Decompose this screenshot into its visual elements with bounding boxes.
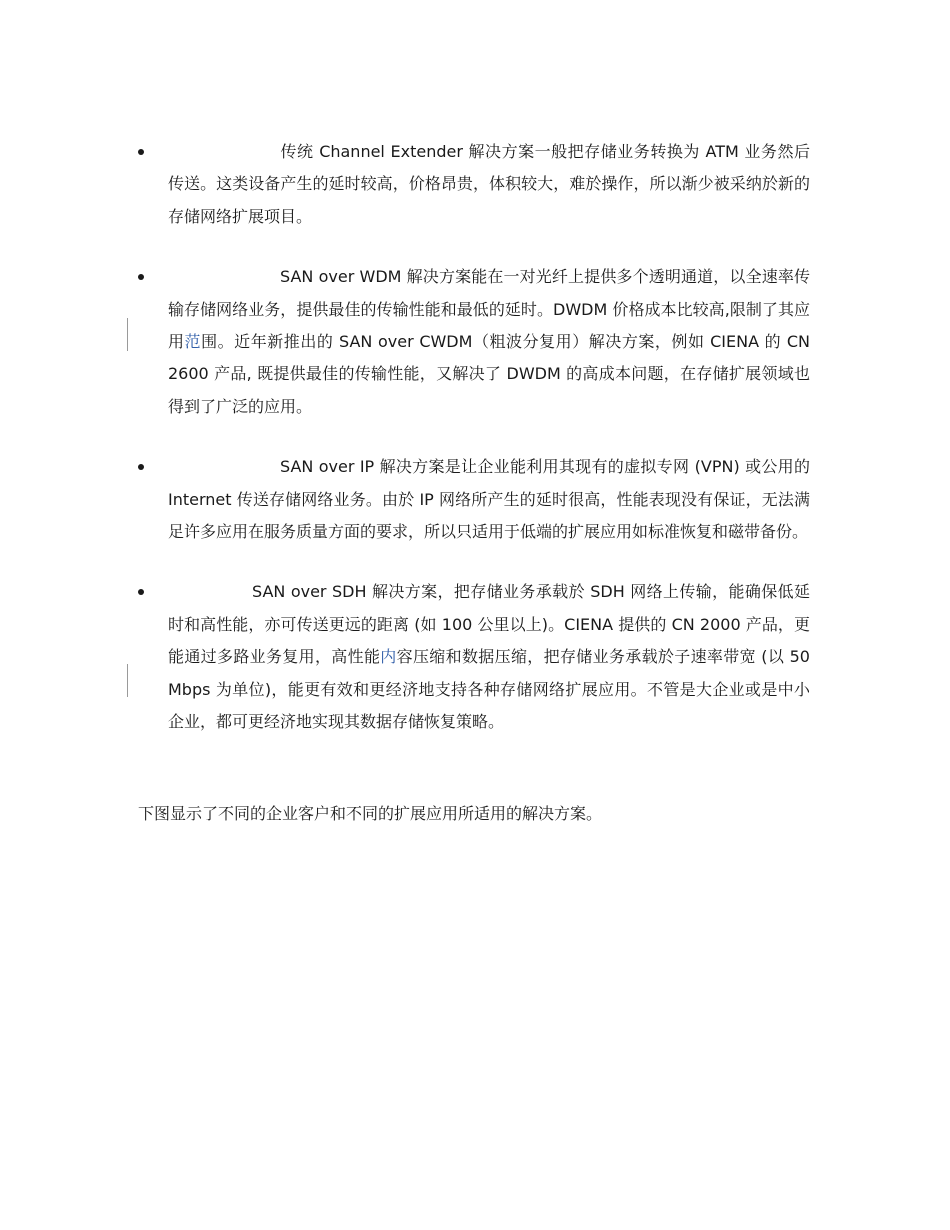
bullet-item-san-over-sdh xyxy=(138,576,810,738)
change-bar xyxy=(127,318,128,351)
closing-paragraph: 下图显示了不同的企业客户和不同的扩展应用所适用的解决方案。 xyxy=(138,804,603,823)
solution-bullet-list xyxy=(138,136,810,739)
inline-link[interactable]: 范 xyxy=(184,332,202,352)
bullet-icon xyxy=(138,149,144,155)
bullet-text: SAN over WDM 解决方案能在一对光纤上提供多个透明通道，以全速率传输存储网络业务，提供最佳的传输性能和最低的延时。DWDM 价格成本比较高,限制了其应用 xyxy=(168,267,810,352)
bullet-text-continued: 围。近年新推出的 SAN over CWDM（粗波分复用）解决方案，例如 CIENA 的 CN 2600 产品, 既提供最佳的传输性能，又解决了 DWDM 的高成本问题，在存储扩展领域也得到了广泛的应用。 xyxy=(168,332,810,416)
bullet-item-san-over-ip xyxy=(138,451,810,548)
bullet-icon xyxy=(138,464,144,470)
bullet-text: SAN over IP 解决方案是让企业能利用其现有的虚拟专网 (VPN) 或公用的 Internet 传送存储网络业务。由於 IP 网络所产生的延时很高，性能表现没有保证，无法满足许多应用在服务质量方面的要求，所以只适用于低端的扩展应用如标准恢复和磁带备份。 xyxy=(168,457,810,542)
change-bar xyxy=(127,664,128,697)
bullet-text: SAN over SDH 解决方案，把存储业务承载於 SDH 网络上传输，能确保低延时和高性能，亦可传送更远的距离 (如 100 公里以上)。CIENA 提供的 CN 2000 产品，更能通过多路业务复用，高性能 xyxy=(168,582,810,667)
bullet-item-san-over-wdm xyxy=(138,261,810,423)
bullet-text: 传统 Channel Extender 解决方案一般把存储业务转换为 ATM 业务然后传送。这类设备产生的延时较高，价格昂贵，体积较大，难於操作，所以渐少被采纳於新的存储网络扩展项目。 xyxy=(168,142,810,226)
bullet-item-channel-extender xyxy=(138,136,810,233)
inline-link[interactable]: 内 xyxy=(380,647,397,667)
bullet-icon xyxy=(138,589,144,595)
bullet-icon xyxy=(138,274,144,280)
bullet-text-continued: 容压缩和数据压缩，把存储业务承载於子速率带宽 (以 50 Mbps 为单位)，能更有效和更经济地支持各种存储网络扩展应用。不管是大企业或是中小企业，都可更经济地实现其数据存储恢复策略。 xyxy=(168,647,810,732)
